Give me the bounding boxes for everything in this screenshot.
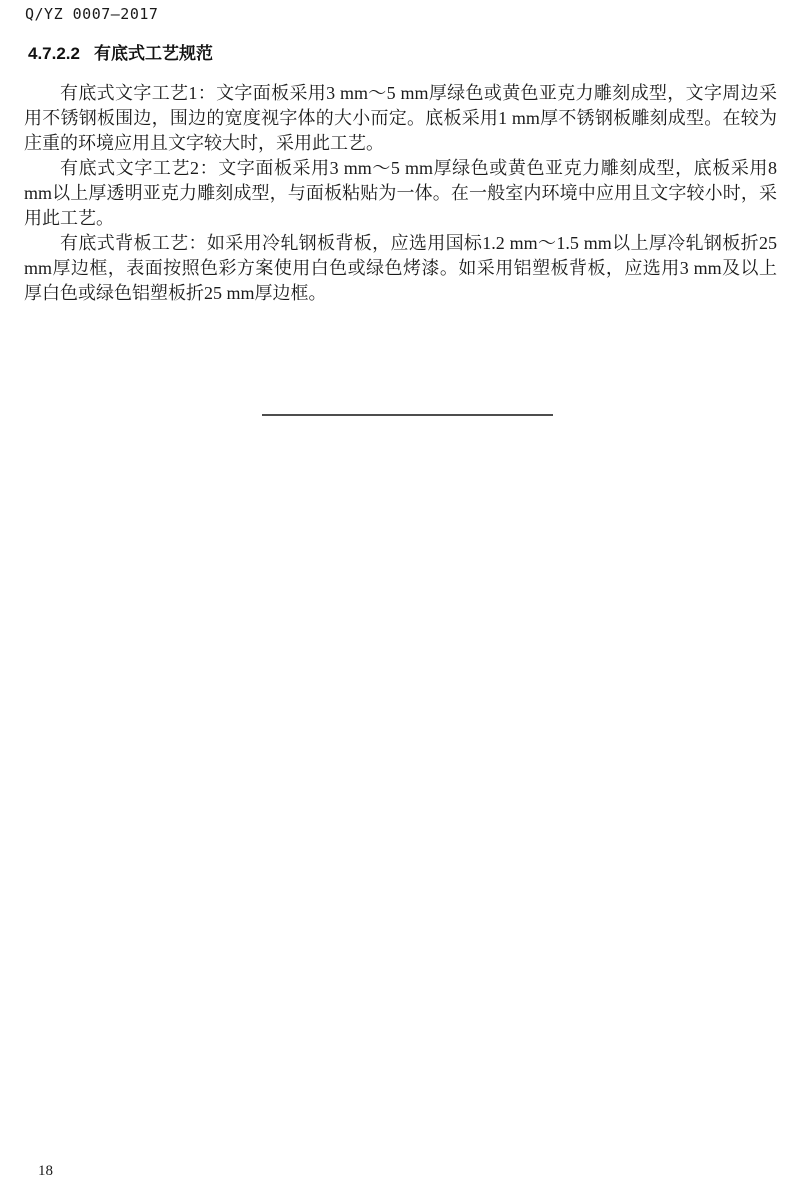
paragraph-text-craft-1: 有底式文字工艺1：文字面板采用3 mm～5 mm厚绿色或黄色亚克力雕刻成型，文字周边采用不锈钢板围边，围边的宽度视字体的大小而定。底板采用1 mm厚不锈钢板雕刻成型。在较为庄重的环境应用且文字较大时，采用此工艺。 [24,83,777,153]
section-heading [28,39,213,64]
doc-header [25,5,158,23]
section-body [24,81,777,306]
page-number: 18 [38,1163,53,1179]
paragraph-text-craft-2: 有底式文字工艺2：文字面板采用3 mm～5 mm厚绿色或黄色亚克力雕刻成型，底板采用8 mm以上厚透明亚克力雕刻成型，与面板粘贴为一体。在一般室内环境中应用且文字较小时，采用此工艺。 [24,158,777,228]
section-number: 4.7.2.2 [28,44,80,63]
section-end-divider [262,414,553,416]
paragraph-backboard-craft: 有底式背板工艺：如采用冷轧钢板背板，应选用国标1.2 mm～1.5 mm以上厚冷轧钢板折25 mm厚边框，表面按照色彩方案使用白色或绿色烤漆。如采用铝塑板背板，应选用3 mm及以上厚白色或绿色铝塑板折25 mm厚边框。 [24,233,777,303]
section-title: 有底式工艺规范 [94,44,213,63]
doc-number: Q/YZ 0007—2017 [25,5,159,23]
